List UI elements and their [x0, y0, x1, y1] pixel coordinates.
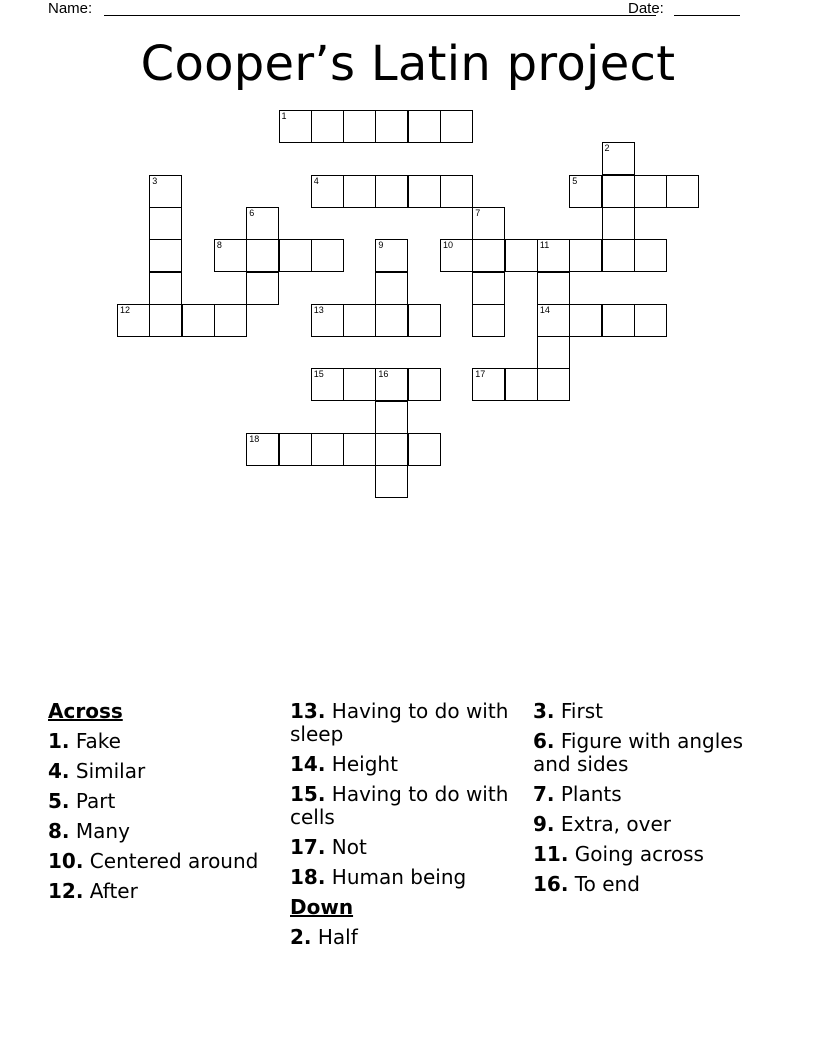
- cell-number: 5: [572, 175, 578, 186]
- crossword-cell[interactable]: [343, 433, 376, 466]
- cell-number: 9: [378, 240, 384, 251]
- crossword-cell[interactable]: [505, 368, 538, 401]
- crossword-cell[interactable]: [569, 175, 602, 208]
- crossword-cell[interactable]: [375, 239, 408, 272]
- crossword-cell[interactable]: [537, 239, 570, 272]
- crossword-cell[interactable]: [311, 433, 344, 466]
- crossword-cell[interactable]: [311, 304, 344, 337]
- clue-item: 12. After: [48, 879, 138, 903]
- crossword-cell[interactable]: [214, 239, 247, 272]
- crossword-cell[interactable]: [279, 110, 312, 143]
- crossword-cell[interactable]: [440, 110, 473, 143]
- crossword-cell[interactable]: [214, 304, 247, 337]
- clue-column-3: [533, 700, 763, 903]
- crossword-cell[interactable]: [117, 304, 150, 337]
- cell-number: 16: [378, 369, 389, 380]
- clue-item: 6. Figure with angles and sides: [533, 729, 743, 776]
- crossword-cell[interactable]: [375, 175, 408, 208]
- crossword-cell[interactable]: [408, 110, 441, 143]
- name-label: Name:: [48, 0, 93, 17]
- crossword-cell[interactable]: [440, 239, 473, 272]
- crossword-cell[interactable]: [343, 304, 376, 337]
- cell-number: 6: [249, 207, 255, 218]
- cell-number: 3: [152, 175, 158, 186]
- crossword-cell[interactable]: [246, 272, 279, 305]
- crossword-cell[interactable]: [537, 336, 570, 369]
- crossword-cell[interactable]: [311, 368, 344, 401]
- crossword-cell[interactable]: [343, 110, 376, 143]
- crossword-cell[interactable]: [375, 368, 408, 401]
- crossword-cell[interactable]: [537, 272, 570, 305]
- crossword-cell[interactable]: [408, 433, 441, 466]
- crossword-cell[interactable]: [311, 110, 344, 143]
- clue-item: 7. Plants: [533, 782, 622, 806]
- clue-item: 3. First: [533, 699, 603, 723]
- page-title: Cooper’s Latin project: [140, 36, 676, 92]
- crossword-cell[interactable]: [375, 465, 408, 498]
- clue-item: 1. Fake: [48, 729, 121, 753]
- crossword-cell[interactable]: [279, 239, 312, 272]
- crossword-cell[interactable]: [408, 304, 441, 337]
- clue-item: 13. Having to do with sleep: [290, 699, 509, 746]
- crossword-cell[interactable]: [246, 207, 279, 240]
- crossword-cell[interactable]: [569, 239, 602, 272]
- clue-column-2: [290, 700, 520, 956]
- crossword-cell[interactable]: [246, 433, 279, 466]
- crossword-cell[interactable]: [472, 304, 505, 337]
- crossword-cell[interactable]: [537, 304, 570, 337]
- crossword-cell[interactable]: [375, 110, 408, 143]
- crossword-cell[interactable]: [375, 304, 408, 337]
- across-heading: Across: [48, 699, 123, 723]
- clue-item: 8. Many: [48, 819, 130, 843]
- clue-item: 15. Having to do with cells: [290, 782, 509, 829]
- crossword-cell[interactable]: [375, 272, 408, 305]
- cell-number: 12: [120, 304, 131, 315]
- cell-number: 4: [313, 175, 319, 186]
- cell-number: 15: [313, 369, 324, 380]
- crossword-cell[interactable]: [472, 207, 505, 240]
- crossword-cell[interactable]: [149, 175, 182, 208]
- crossword-cell[interactable]: [149, 304, 182, 337]
- crossword-cell[interactable]: [149, 272, 182, 305]
- crossword-cell[interactable]: [634, 239, 667, 272]
- crossword-cell[interactable]: [182, 304, 215, 337]
- cell-number: 13: [313, 304, 324, 315]
- crossword-cell[interactable]: [440, 175, 473, 208]
- cell-number: 18: [249, 434, 260, 444]
- crossword-cell[interactable]: [537, 368, 570, 401]
- clue-item: 16. To end: [533, 872, 640, 896]
- crossword-cell[interactable]: [666, 175, 699, 208]
- crossword-cell[interactable]: [472, 368, 505, 401]
- cell-number: 1: [281, 111, 287, 121]
- crossword-cell[interactable]: [602, 207, 635, 240]
- cell-number: 11: [539, 240, 550, 251]
- crossword-cell[interactable]: [343, 175, 376, 208]
- clue-column-1: [48, 700, 278, 910]
- clue-item: 5. Part: [48, 789, 116, 813]
- crossword-cell[interactable]: [472, 272, 505, 305]
- crossword-cell[interactable]: [149, 239, 182, 272]
- clue-item: 9. Extra, over: [533, 812, 671, 836]
- crossword-cell[interactable]: [408, 175, 441, 208]
- crossword-cell[interactable]: [279, 433, 312, 466]
- crossword-cell[interactable]: [311, 239, 344, 272]
- crossword-cell[interactable]: [408, 368, 441, 401]
- cell-number: 10: [443, 240, 454, 251]
- crossword-cell[interactable]: [602, 239, 635, 272]
- cell-number: 14: [539, 304, 550, 315]
- cell-number: 8: [216, 240, 222, 251]
- crossword-cell[interactable]: [602, 175, 635, 208]
- crossword-cell[interactable]: [149, 207, 182, 240]
- clue-item: 10. Centered around: [48, 849, 259, 873]
- down-heading: Down: [290, 895, 354, 919]
- crossword-cell[interactable]: [246, 239, 279, 272]
- crossword-cell[interactable]: [602, 142, 635, 175]
- cell-number: 17: [475, 369, 486, 380]
- clue-item: 4. Similar: [48, 759, 146, 783]
- clue-item: 11. Going across: [533, 842, 704, 866]
- date-label: Date:: [628, 0, 664, 17]
- crossword-cell[interactable]: [634, 304, 667, 337]
- cell-number: 2: [604, 143, 610, 154]
- clue-item: 17. Not: [290, 835, 367, 859]
- clue-item: 14. Height: [290, 752, 398, 776]
- cell-number: 7: [475, 207, 481, 218]
- crossword-cell[interactable]: [343, 368, 376, 401]
- crossword-cell[interactable]: [602, 304, 635, 337]
- clue-item: 18. Human being: [290, 865, 467, 889]
- crossword-cell[interactable]: [634, 175, 667, 208]
- clue-item: 2. Half: [290, 925, 358, 949]
- crossword-cell[interactable]: [375, 433, 408, 466]
- crossword-cell[interactable]: [569, 304, 602, 337]
- crossword-cell[interactable]: [505, 239, 538, 272]
- crossword-cell[interactable]: [472, 239, 505, 272]
- crossword-cell[interactable]: [311, 175, 344, 208]
- crossword-cell[interactable]: [375, 401, 408, 434]
